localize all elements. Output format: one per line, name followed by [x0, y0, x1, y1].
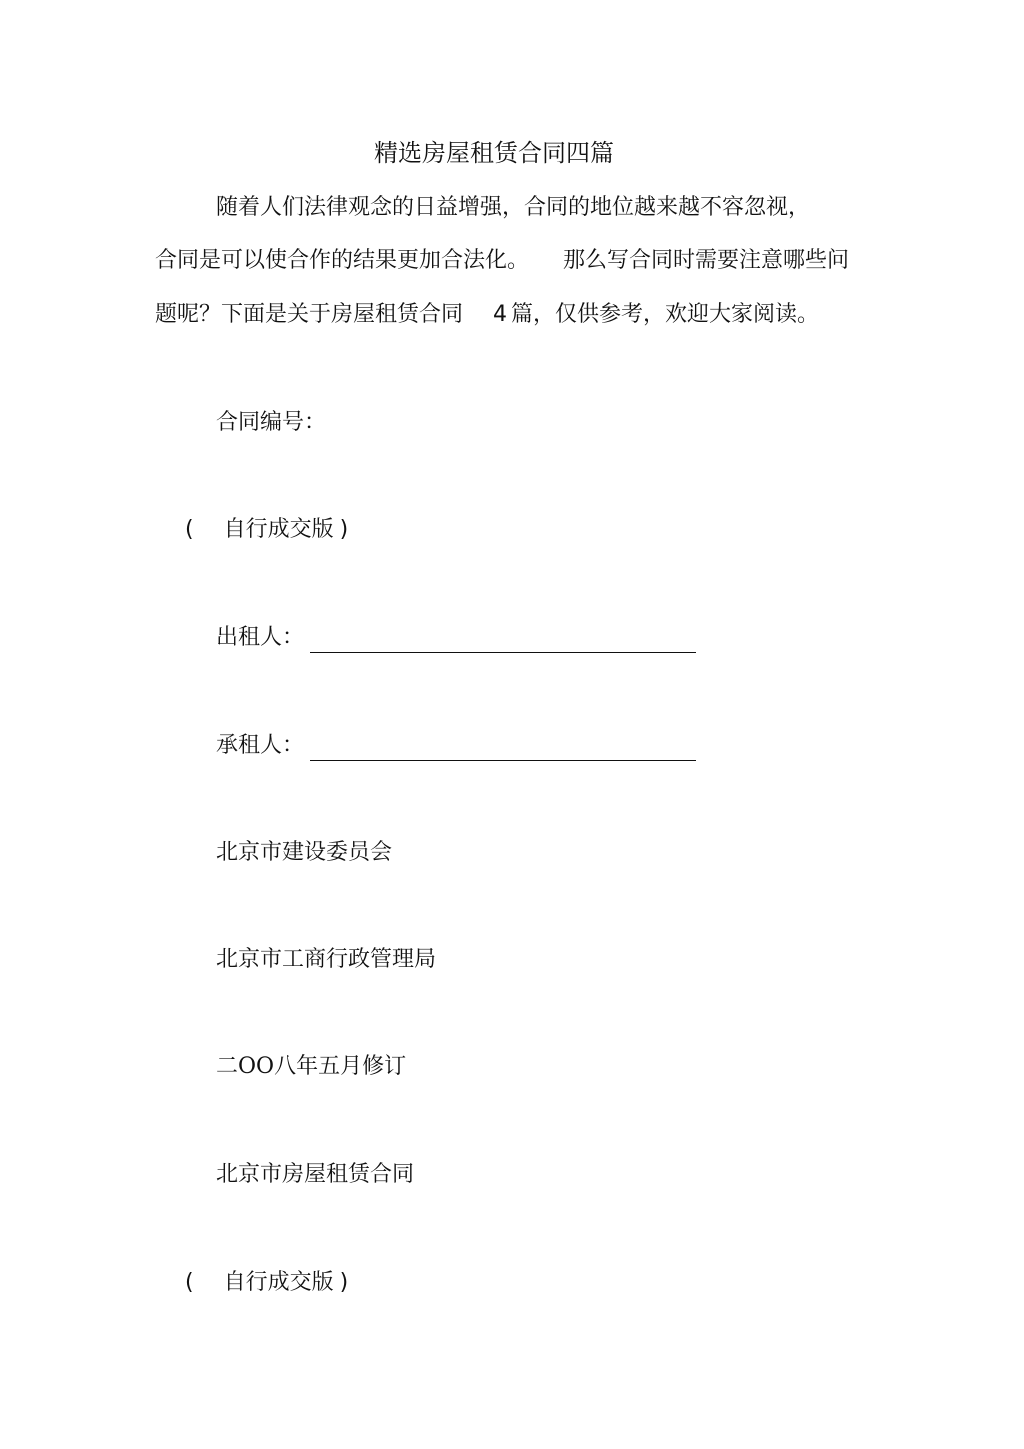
- intro-line-3-number: 4: [493, 302, 508, 327]
- revision-date: 二OO八年五月修订: [216, 1054, 407, 1079]
- intro-line-1: 随着人们法律观念的日益增强，合同的地位越来越不容忽视，: [216, 195, 811, 220]
- intro-line-3: [155, 300, 819, 330]
- version-2-close-paren: ): [339, 1270, 349, 1295]
- intro-line-3-part-a: 题呢？下面是关于房屋租赁合同: [155, 302, 464, 327]
- contract-number-label: 合同编号：: [216, 410, 327, 435]
- contract-title: 北京市房屋租赁合同: [216, 1162, 415, 1187]
- document-title: 精选房屋租赁合同四篇: [374, 139, 614, 167]
- issuer-construction-committee: 北京市建设委员会: [216, 840, 393, 865]
- version-line: [185, 515, 348, 545]
- lessee-label: 承租人：: [216, 733, 305, 758]
- lessor-line: [216, 623, 696, 653]
- intro-line-3-part-b: 篇，仅供参考，欢迎大家阅读。: [511, 302, 820, 327]
- intro-line-2-part-b: 那么写合同时需要注意哪些问: [563, 248, 850, 273]
- version-2-text: 自行成交版: [223, 1270, 334, 1295]
- version-line-2: [185, 1268, 348, 1298]
- lessee-blank-field: [310, 736, 696, 761]
- version-text: 自行成交版: [223, 517, 334, 542]
- issuer-industry-commerce-bureau: 北京市工商行政管理局: [216, 947, 437, 972]
- intro-line-2-part-a: 合同是可以使合作的结果更加合法化。: [155, 248, 530, 273]
- lessee-line: [216, 731, 696, 761]
- version-open-paren: (: [185, 517, 194, 542]
- version-close-paren: ): [339, 517, 349, 542]
- lessor-blank-field: [310, 628, 696, 653]
- lessor-label: 出租人：: [216, 625, 305, 650]
- version-2-open-paren: (: [185, 1270, 194, 1295]
- intro-line-2: [155, 246, 849, 276]
